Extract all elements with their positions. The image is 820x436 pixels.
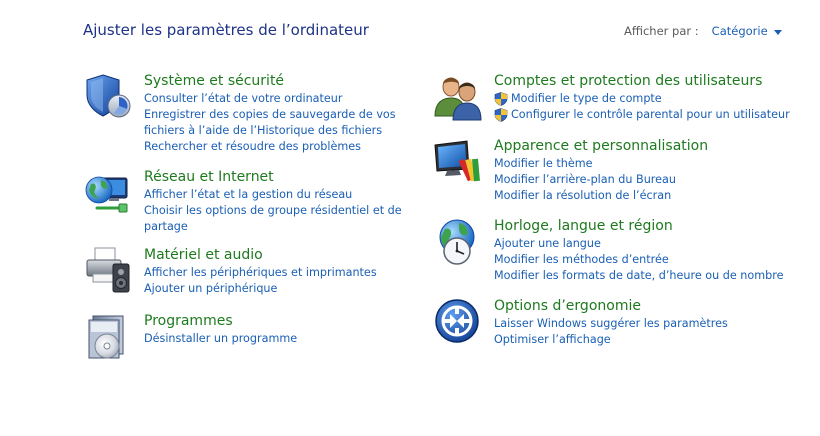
ease-of-access-icon — [433, 297, 483, 347]
link-check-computer-status[interactable]: Consulter l’état de votre ordinateur — [144, 92, 343, 105]
page-title: Ajuster les paramètres de l’ordinateur — [83, 21, 369, 39]
category-title[interactable]: Options d’ergonomie — [494, 298, 641, 314]
category-title[interactable]: Système et sécurité — [144, 73, 285, 89]
view-by — [624, 24, 782, 38]
programs-disc-icon — [83, 312, 133, 362]
view-by-dropdown[interactable] — [712, 24, 782, 38]
link-add-language[interactable]: Ajouter une langue — [494, 237, 601, 250]
link-file-history-backup[interactable]: Enregistrer des copies de sauvegarde de vos fichiers à l’aide de l’Historique des fichiers — [144, 108, 396, 137]
category-title[interactable]: Comptes et protection des utilisateurs — [494, 73, 763, 89]
shield-security-icon — [83, 72, 133, 122]
view-by-label: Afficher par : — [624, 24, 699, 38]
link-screen-resolution[interactable]: Modifier la résolution de l’écran — [494, 189, 672, 202]
link-change-background[interactable]: Modifier l’arrière-plan du Bureau — [494, 173, 676, 186]
uac-shield-icon — [494, 92, 508, 106]
category-title[interactable]: Horloge, langue et région — [494, 218, 673, 234]
category-title[interactable]: Programmes — [144, 313, 233, 329]
link-parental-controls[interactable]: Configurer le contrôle parental pour un utilisateur — [494, 107, 790, 123]
link-date-time-formats[interactable]: Modifier les formats de date, d’heure ou de nombre — [494, 269, 784, 282]
category-title[interactable]: Matériel et audio — [144, 247, 263, 263]
monitor-palette-icon — [433, 137, 483, 187]
link-input-methods[interactable]: Modifier les méthodes d’entrée — [494, 253, 669, 266]
link-troubleshoot[interactable]: Rechercher et résoudre des problèmes — [144, 140, 362, 153]
view-by-value: Catégorie — [711, 24, 768, 38]
link-devices-printers[interactable]: Afficher les périphériques et imprimantes — [144, 266, 377, 279]
link-change-theme[interactable]: Modifier le thème — [494, 157, 593, 170]
link-optimize-display[interactable]: Optimiser l’affichage — [494, 333, 611, 346]
link-network-status[interactable]: Afficher l’état et la gestion du réseau — [144, 188, 353, 201]
category-title[interactable]: Apparence et personnalisation — [494, 138, 709, 154]
link-uninstall-program[interactable]: Désinstaller un programme — [144, 332, 298, 345]
link-windows-suggest-settings[interactable]: Laisser Windows suggérer les paramètres — [494, 317, 728, 330]
link-add-device[interactable]: Ajouter un périphérique — [144, 282, 278, 295]
chevron-down-icon — [774, 30, 782, 35]
users-icon — [433, 72, 483, 122]
uac-shield-icon — [494, 108, 508, 122]
printer-speaker-icon — [83, 246, 133, 296]
link-homegroup-sharing[interactable]: Choisir les options de groupe résidentiel et de partage — [144, 204, 402, 233]
link-change-account-type[interactable]: Modifier le type de compte — [494, 91, 790, 107]
network-globe-icon — [83, 168, 133, 218]
clock-globe-icon — [433, 217, 483, 267]
category-title[interactable]: Réseau et Internet — [144, 169, 274, 185]
